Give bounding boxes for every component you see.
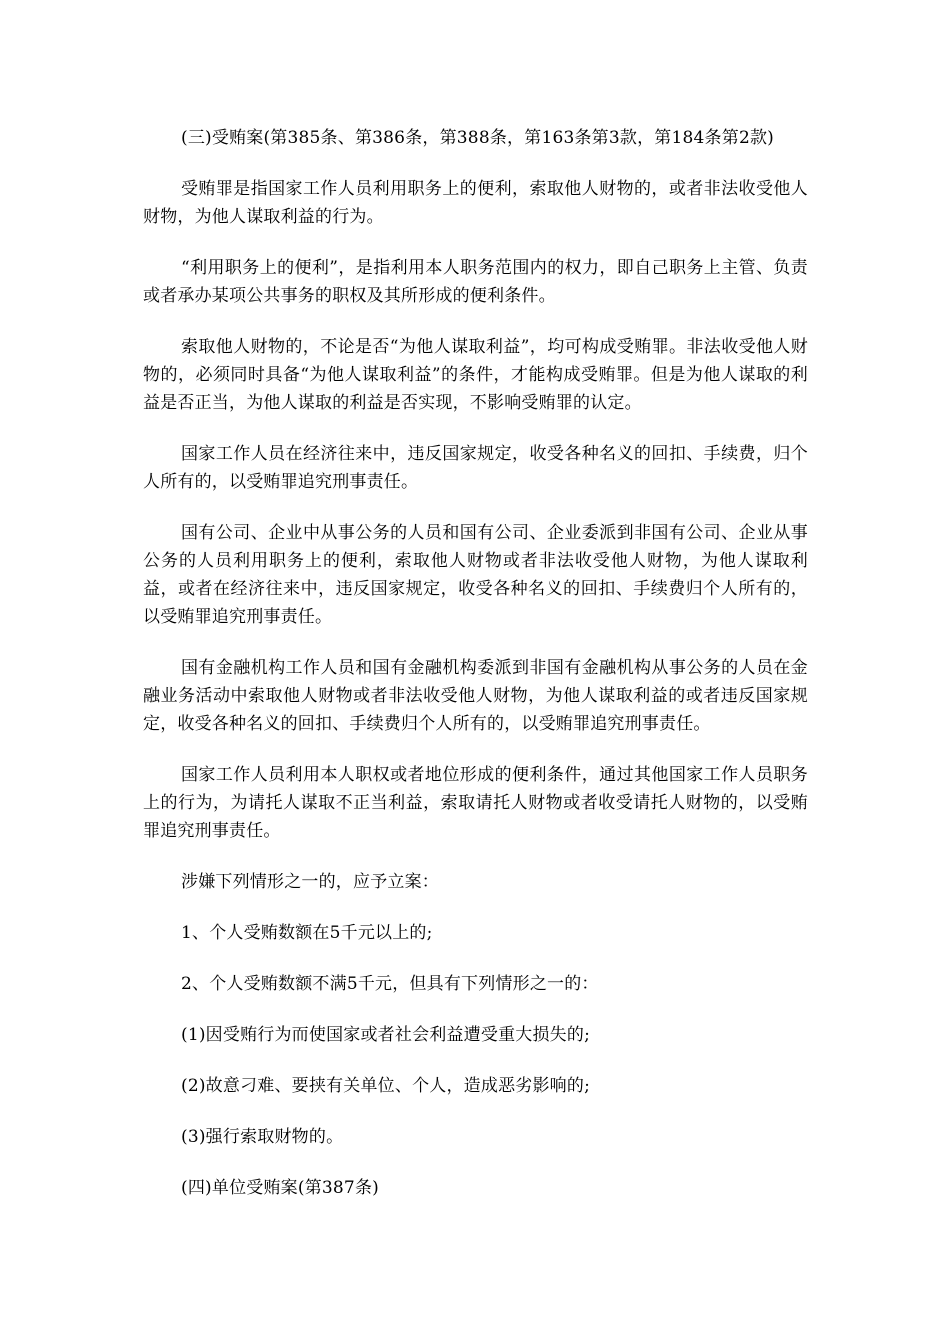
paragraph-office-convenience: “利用职务上的便利”，是指利用本人职务范围内的权力，即自己职务上主管、负责或者承办某项公共事务的职权及其所形成的便利条件。 — [143, 258, 808, 306]
sub-item-2: (2)故意刁难、要挟有关单位、个人，造成恶劣影响的; — [181, 1076, 591, 1096]
paragraph-financial-institution: 国有金融机构工作人员和国有金融机构委派到非国有金融机构从事公务的人员在金融业务活动中索取他人财物或者非法收受他人财物，为他人谋取利益的或者违反国家规定，收受各种名义的回扣、手续费归个人所有的，以受贿罪追究刑事责任。 — [143, 658, 808, 734]
list-item-2: 2、个人受贿数额不满5千元，但具有下列情形之一的： — [181, 974, 599, 994]
heading-unit-bribery-case: (四)单位受贿案(第387条) — [181, 1178, 379, 1198]
document-body — [143, 124, 808, 1225]
paragraph-influence: 国家工作人员利用本人职权或者地位形成的便利条件，通过其他国家工作人员职务上的行为，为请托人谋取不正当利益，索取请托人财物或者收受请托人财物的，以受贿罪追究刑事责任。 — [143, 765, 808, 841]
paragraph-solicitation: 索取他人财物的，不论是否“为他人谋取利益”，均可构成受贿罪。非法收受他人财物的，必须同时具备“为他人谋取利益”的条件，才能构成受贿罪。但是为他人谋取的利益是否正当，为他人谋取的利益是否实现，不影响受贿罪的认定。 — [143, 337, 808, 413]
sub-item-1: (1)因受贿行为而使国家或者社会利益遭受重大损失的; — [181, 1025, 591, 1045]
list-item-1: 1、个人受贿数额在5千元以上的; — [181, 923, 433, 943]
paragraph-filing-criteria: 涉嫌下列情形之一的，应予立案： — [181, 872, 439, 892]
paragraph-kickbacks: 国家工作人员在经济往来中，违反国家规定，收受各种名义的回扣、手续费，归个人所有的，以受贿罪追究刑事责任。 — [143, 444, 808, 492]
sub-item-3: (3)强行索取财物的。 — [181, 1127, 344, 1147]
paragraph-state-enterprise: 国有公司、企业中从事公务的人员和国有公司、企业委派到非国有公司、企业从事公务的人员利用职务上的便利，索取他人财物或者非法收受他人财物，为他人谋取利益，或者在经济往来中，违反国家规定，收受各种名义的回扣、手续费归个人所有的，以受贿罪追究刑事责任。 — [143, 523, 808, 627]
paragraph-definition: 受贿罪是指国家工作人员利用职务上的便利，索取他人财物的，或者非法收受他人财物，为他人谋取利益的行为。 — [143, 179, 808, 227]
heading-bribery-case: (三)受贿案(第385条、第386条，第388条，第163条第3款，第184条第2款) — [181, 128, 774, 148]
